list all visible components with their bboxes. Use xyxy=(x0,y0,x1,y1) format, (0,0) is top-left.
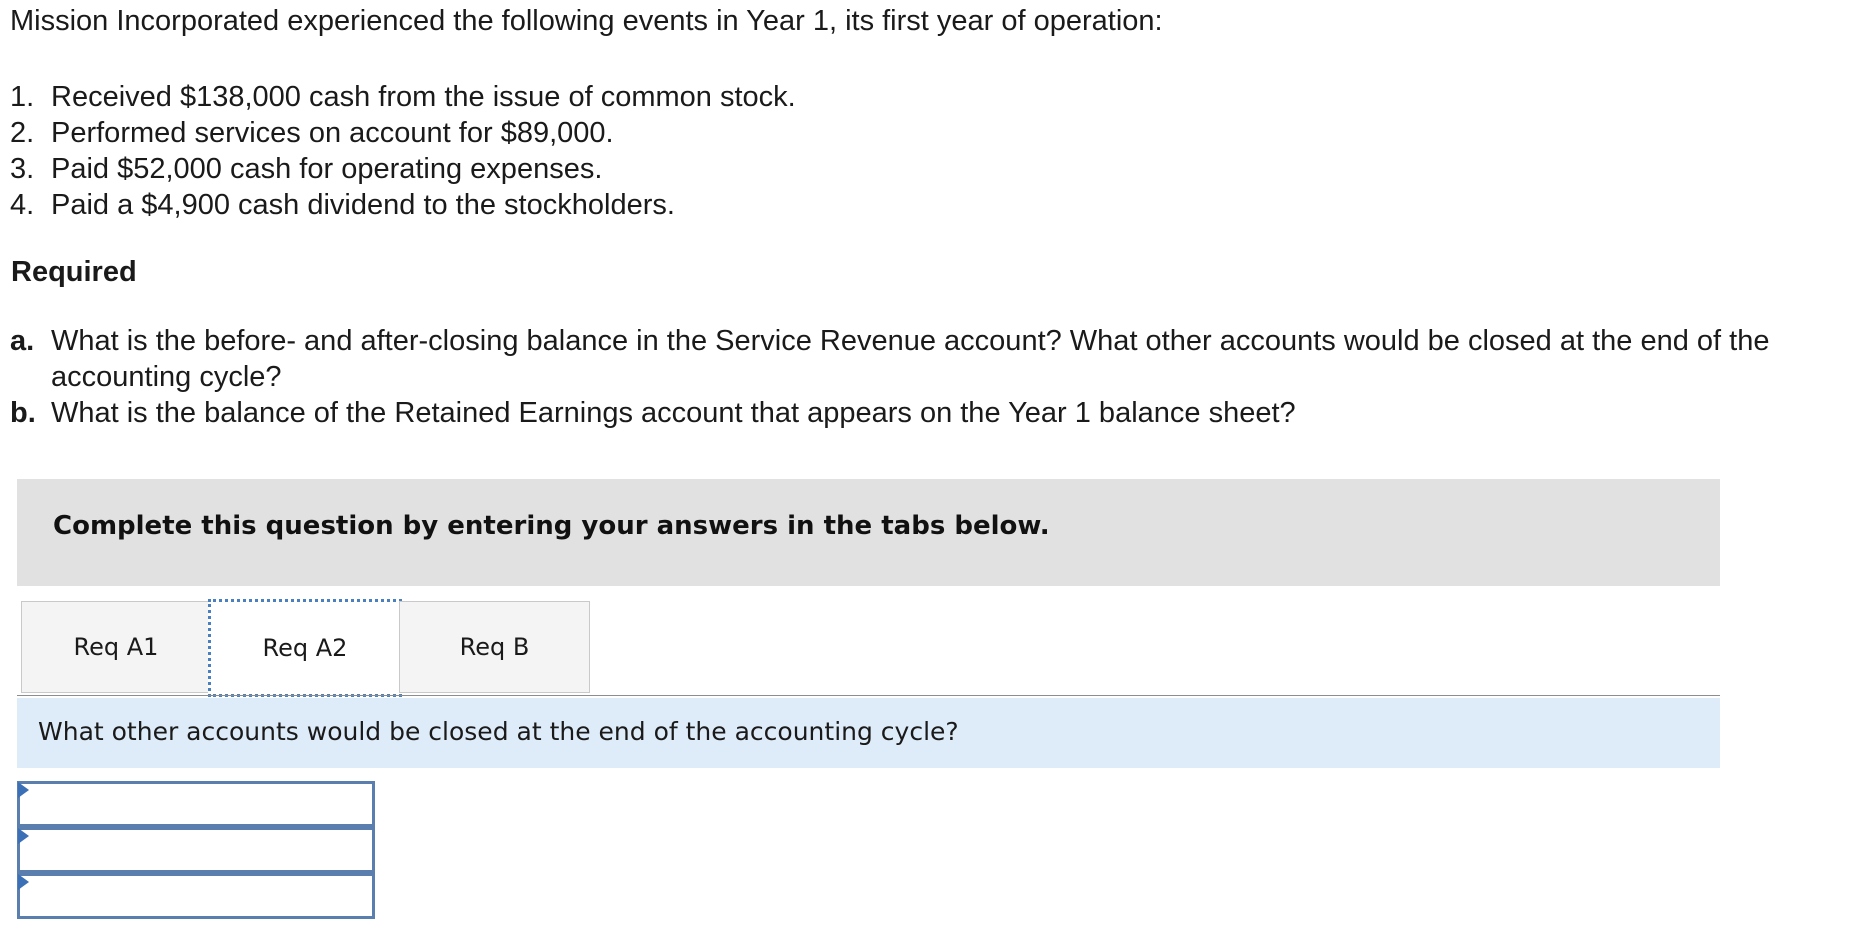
problem-intro: Mission Incorporated experienced the following events in Year 1, its first year of operation: xyxy=(10,5,1163,37)
tab-req-a1[interactable]: Req A1 xyxy=(21,601,211,693)
answer-list xyxy=(17,781,375,919)
event-number: 3. xyxy=(10,153,35,185)
question-letter: a. xyxy=(10,325,35,357)
instruction-banner xyxy=(17,479,1720,586)
events-list xyxy=(10,79,796,223)
event-number: 4. xyxy=(10,189,35,221)
list-item xyxy=(10,395,1872,431)
tab-req-a2[interactable]: Req A2 xyxy=(208,599,402,697)
event-number: 1. xyxy=(10,81,35,113)
answer-row[interactable] xyxy=(17,827,375,873)
answer-row[interactable] xyxy=(17,781,375,827)
list-item xyxy=(10,79,796,115)
question-letter: b. xyxy=(10,397,36,429)
answer-input-1[interactable] xyxy=(20,784,372,824)
tab-divider xyxy=(17,695,1720,696)
answer-row[interactable] xyxy=(17,873,375,919)
event-number: 2. xyxy=(10,117,35,149)
event-text: Performed services on account for $89,000. xyxy=(51,117,614,149)
tab-req-b[interactable]: Req B xyxy=(399,601,590,693)
event-text: Received $138,000 cash from the issue of common stock. xyxy=(51,81,796,113)
required-heading: Required xyxy=(11,256,137,288)
question-prompt: What other accounts would be closed at the end of the accounting cycle? xyxy=(38,717,959,746)
dropdown-triangle-icon xyxy=(18,874,29,890)
event-text: Paid $52,000 cash for operating expenses. xyxy=(51,153,603,185)
answer-input-2[interactable] xyxy=(20,830,372,870)
question-text: What is the balance of the Retained Earnings account that appears on the Year 1 balance sheet? xyxy=(51,397,1296,429)
answer-input-3[interactable] xyxy=(20,876,372,916)
list-item xyxy=(10,323,1872,395)
list-item xyxy=(10,151,796,187)
event-text: Paid a $4,900 cash dividend to the stockholders. xyxy=(51,189,675,221)
question-prompt-banner xyxy=(17,698,1720,768)
questions-list xyxy=(10,323,1872,431)
list-item xyxy=(10,187,796,223)
dropdown-triangle-icon xyxy=(18,828,29,844)
question-text: What is the before- and after-closing balance in the Service Revenue account? What other accounts would be closed at the end of the accounting cycle? xyxy=(51,325,1770,393)
dropdown-triangle-icon xyxy=(18,782,29,798)
list-item xyxy=(10,115,796,151)
instruction-text: Complete this question by entering your answers in the tabs below. xyxy=(53,511,1050,541)
